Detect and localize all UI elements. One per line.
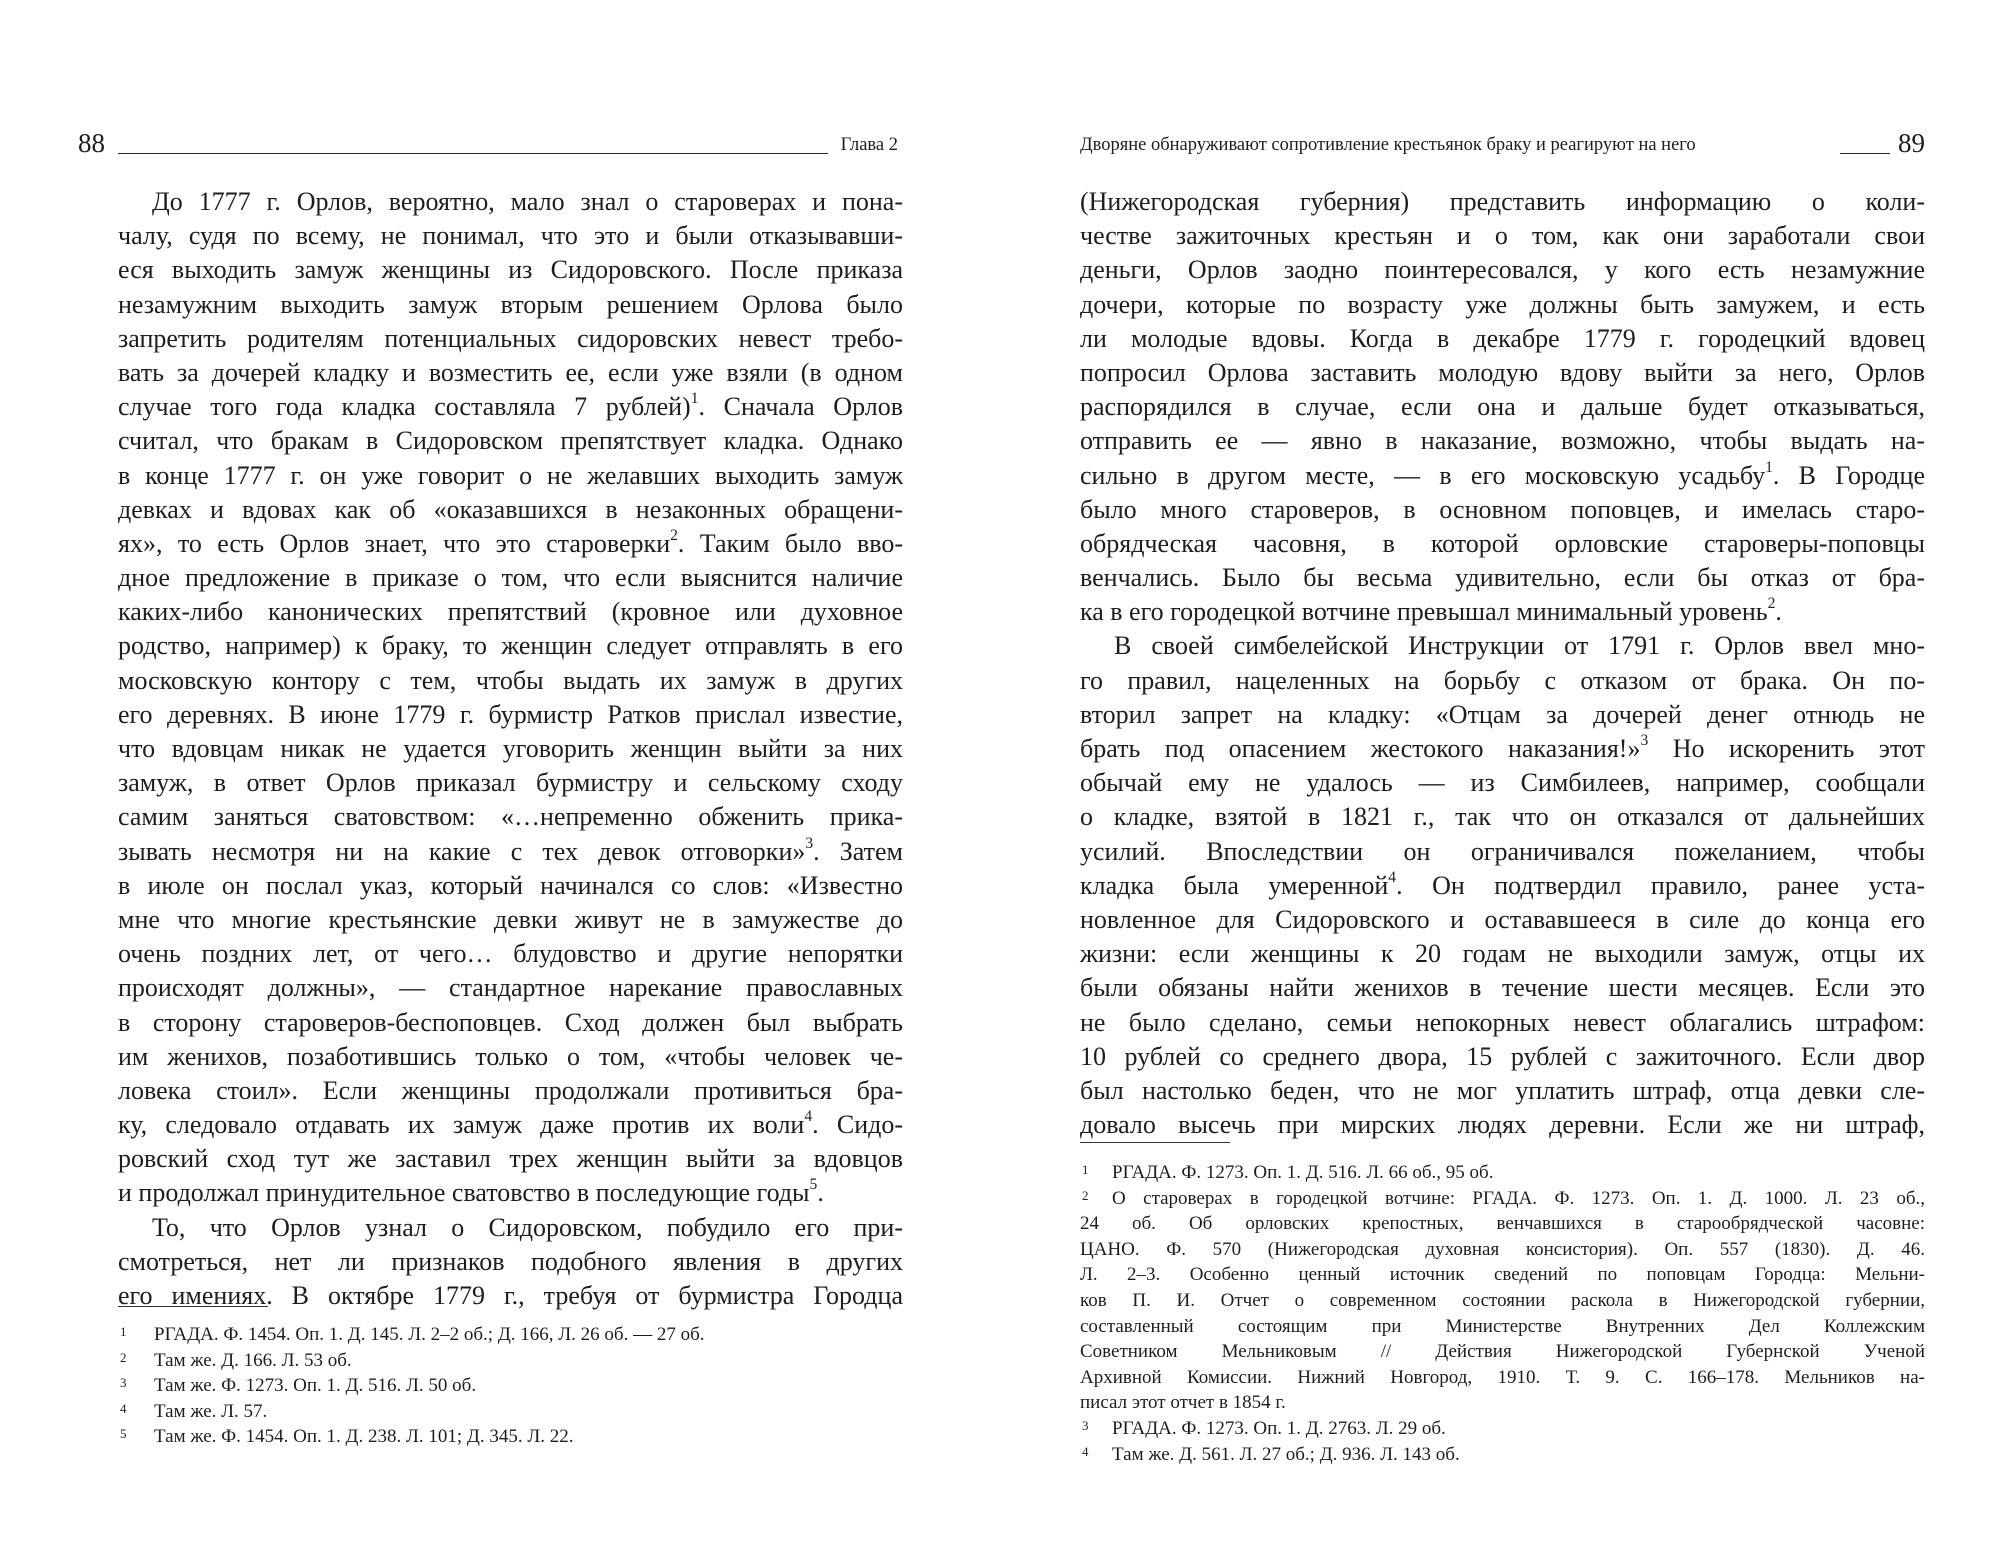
- footnote-text: писал этот отчет в 1854 г.: [1080, 1392, 1286, 1414]
- line-text: очень поздних лет, от чего… блудовство и другие непорятки: [118, 939, 903, 969]
- line-text: ку, следовало отдавать их замуж даже против их воли: [118, 1110, 805, 1140]
- left-body-line: [118, 664, 903, 698]
- line-text: .: [1775, 597, 1782, 627]
- line-text: . Сначала Орлов: [698, 392, 903, 422]
- line-text: . В Городце: [1772, 460, 1925, 490]
- footnote-text: Там же. Л. 57.: [154, 1400, 268, 1422]
- footnote-text: Там же. Ф. 1273. Оп. 1. Д. 516. Л. 50 об.: [154, 1375, 477, 1397]
- line-text: девках и вдовах как об «оказавшихся в незаконных обращени-: [118, 494, 903, 524]
- left-body-line: [118, 1279, 903, 1313]
- left-body-line: [118, 493, 903, 527]
- line-text: его имениях. В октябре 1779 г., требуя от бурмистра Городца: [118, 1281, 903, 1310]
- line-text: ях», то есть Орлов знает, что это староверки: [118, 528, 671, 558]
- line-text: мне что многие крестьянские девки живут не в замужестве до: [118, 904, 903, 934]
- right-body-line: [1080, 869, 1925, 903]
- right-body-line: [1080, 1006, 1925, 1040]
- left-body-line: [118, 800, 903, 834]
- left-body-line: [118, 1142, 903, 1176]
- line-text: о кладке, взятой в 1821 г., так что он отказался от дальнейших: [1080, 802, 1925, 832]
- right-body-line: [1080, 219, 1925, 253]
- line-text: деньги, Орлов заодно поинтересовался, у кого есть незамужние: [1080, 255, 1925, 285]
- left-body-line: [118, 322, 903, 356]
- footnote-ref[interactable]: 1: [1765, 458, 1773, 476]
- footnote-text: Там же. Д. 561. Л. 27 об.; Д. 936. Л. 143 об.: [1112, 1443, 1460, 1465]
- left-body-line: [118, 869, 903, 903]
- footnote-line: [1080, 1314, 1925, 1340]
- line-text: го правил, нацеленных на борьбу с отказом от брака. Он по-: [1080, 665, 1925, 695]
- left-body-line: [118, 1006, 903, 1040]
- footnote-ref[interactable]: 2: [670, 526, 678, 544]
- line-text: случае того года кладка составляла 7 рублей): [118, 392, 691, 422]
- line-text: родство, например) к браку, то женщин следует отправлять в его: [118, 631, 903, 661]
- right-body-line: [1080, 459, 1925, 493]
- left-body-line: [118, 1176, 903, 1210]
- right-body-line: [1080, 288, 1925, 322]
- footnote: [118, 1348, 903, 1374]
- footnote-number: 3: [120, 1375, 127, 1391]
- left-body-line: [118, 356, 903, 390]
- right-body-line: [1080, 766, 1925, 800]
- right-footnote-rule: [1080, 1142, 1230, 1143]
- line-text: венчались. Было бы весьма удивительно, если бы отказ от бра-: [1080, 563, 1925, 593]
- footnote-text: Л. 2–3. Особенно ценный источник сведений по поповцам Городца: Мельни-: [1080, 1264, 1925, 1286]
- right-body-line: [1080, 664, 1925, 698]
- line-text: что вдовцам никак не удается уговорить женщин выйти за них: [118, 734, 903, 763]
- line-text: ли молодые вдовы. Когда в декабре 1779 г. городецкий вдовец: [1080, 323, 1925, 353]
- line-text: новленное для Сидоровского и остававшееся в силе до конца его: [1080, 904, 1925, 934]
- footnote-line: [1080, 1186, 1925, 1212]
- right-page-header: [1080, 126, 1925, 166]
- line-text: сильно в другом месте, — в его московскую усадьбу: [1080, 460, 1766, 490]
- footnote-number: 1: [120, 1324, 127, 1339]
- left-running-head: Глава 2: [840, 135, 898, 155]
- footnote-number: 4: [1082, 1443, 1089, 1459]
- left-body-line: [118, 1074, 903, 1108]
- left-body-line: [118, 219, 903, 253]
- footnote-text: Архивной Комиссии. Нижний Новгород, 1910. Т. 9. С. 166–178. Мельников на-: [1080, 1366, 1925, 1388]
- right-body-line: [1080, 561, 1925, 595]
- right-body-line: [1080, 527, 1925, 561]
- left-footnotes: [118, 1322, 903, 1450]
- footnote-text: 24 об. Об орловских крепостных, венчавшихся в старообрядческой часовне:: [1080, 1213, 1925, 1235]
- footnote-line: [1080, 1262, 1925, 1288]
- footnote: [118, 1322, 903, 1348]
- footnote-ref[interactable]: 5: [809, 1176, 818, 1194]
- left-body-line: [118, 937, 903, 971]
- line-text: Но искоренить этот: [1648, 734, 1925, 763]
- left-body-line: [118, 595, 903, 629]
- footnote-number: 2: [1082, 1187, 1089, 1203]
- left-body-line: [118, 766, 903, 800]
- line-text: еся выходить замуж женщины из Сидоровского. После приказа: [118, 255, 903, 285]
- left-body-line: [118, 903, 903, 937]
- left-body-line: [118, 561, 903, 595]
- line-text: ловека стоил». Если женщины продолжали противиться бра-: [118, 1075, 903, 1105]
- right-body-line: [1080, 937, 1925, 971]
- line-text: вать за дочерей кладку и возместить ее, если уже взяли (в одном: [118, 357, 903, 387]
- line-text: незамужним выходить замуж вторым решением Орлова было: [118, 289, 903, 319]
- line-text: его деревнях. В июне 1779 г. бурмистр Ратков прислал известие,: [118, 699, 903, 729]
- footnote-ref[interactable]: 2: [1767, 595, 1776, 613]
- footnote-number: 5: [120, 1426, 127, 1442]
- footnote-text: ЦАНО. Ф. 570 (Нижегородская духовная консистория). Оп. 557 (1830). Д. 46.: [1080, 1238, 1925, 1260]
- line-text: не было сделано, семьи непокорных невест облагались штрафом:: [1080, 1007, 1925, 1037]
- line-text: были обязаны найти женихов в течение шести месяцев. Если это: [1080, 973, 1925, 1003]
- line-text: происходят должны», — стандартное нарекание православных: [118, 973, 903, 1003]
- left-body-line: [118, 1245, 903, 1279]
- right-body-line: [1080, 1074, 1925, 1108]
- footnote-ref[interactable]: 1: [690, 390, 699, 408]
- right-page-number: 89: [1898, 128, 1925, 158]
- line-text: ка в его городецкой вотчине превышал минимальный уровень: [1080, 597, 1768, 627]
- left-body-line: [118, 424, 903, 458]
- line-text: в конце 1777 г. он уже говорит о не желавших выходить замуж: [118, 460, 903, 490]
- right-page-body: [1080, 185, 1925, 1142]
- footnote: [118, 1399, 903, 1425]
- footnote-number: 2: [120, 1349, 127, 1365]
- line-text: вторил запрет на кладку: «Отцам за дочерей денег отнюдь не: [1080, 699, 1925, 729]
- right-body-line: [1080, 356, 1925, 390]
- line-text: ровский сход тут же заставил трех женщин выйти за вдовцов: [118, 1144, 903, 1174]
- line-text: чалу, судя по всему, не понимал, что это и были отказывавши-: [118, 221, 903, 251]
- line-text: усилий. Впоследствии он ограничивался пожеланием, чтобы: [1080, 836, 1925, 866]
- line-text: самим заняться сватовством: «…непременно обженить прика-: [118, 802, 903, 832]
- line-text: обычай ему не удалось — из Симбилеев, например, сообщали: [1080, 768, 1925, 798]
- line-text: им женихов, позаботившись только о том, «чтобы человек че-: [118, 1041, 903, 1071]
- left-body-line: [118, 629, 903, 663]
- right-body-line: [1080, 835, 1925, 869]
- right-body-line: [1080, 698, 1925, 732]
- right-body-line: [1080, 903, 1925, 937]
- footnote-number: 4: [120, 1400, 127, 1416]
- footnote-ref[interactable]: 3: [1640, 732, 1649, 750]
- footnote-line: [1080, 1211, 1925, 1237]
- line-text: . Таким было вво-: [677, 528, 903, 558]
- footnote-line: [1080, 1365, 1925, 1391]
- line-text: запретить родителям потенциальных сидоровских невест требо-: [118, 323, 903, 353]
- line-text: кладка была умеренной: [1080, 870, 1389, 900]
- footnote-line: [1080, 1237, 1925, 1263]
- left-page-body: [118, 185, 903, 1313]
- right-body-line: [1080, 424, 1925, 458]
- right-body-line: [1080, 185, 1925, 219]
- line-text: . Он подтвердил правило, ранее уста-: [1396, 870, 1925, 900]
- footnote-text: О староверах в городецкой вотчине: РГАДА. Ф. 1273. Оп. 1. Д. 1000. Л. 23 об.,: [1112, 1187, 1925, 1209]
- line-text: дочери, которые по возрасту уже должны быть замужем, и есть: [1080, 289, 1925, 319]
- footnote-text: РГАДА. Ф. 1273. Оп. 1. Д. 2763. Л. 29 об.: [1112, 1417, 1446, 1439]
- footnote-number: 1: [1082, 1162, 1089, 1177]
- footnote-line: [1080, 1288, 1925, 1314]
- line-text: То, что Орлов узнал о Сидоровском, побудило его при-: [152, 1212, 903, 1242]
- line-text: 10 рублей со среднего двора, 15 рублей с зажиточного. Если двор: [1080, 1041, 1925, 1071]
- line-text: (Нижегородская губерния) представить информацию о коли-: [1080, 187, 1925, 216]
- line-text: попросил Орлова заставить молодую вдову выйти за него, Орлов: [1080, 357, 1925, 387]
- left-page-header: [78, 126, 898, 166]
- line-text: дное предложение в приказе о том, что если выяснится наличие: [118, 563, 903, 593]
- left-body-line: [118, 527, 903, 561]
- footnote-text: Советником Мельниковым // Действия Нижегородской Губернской Ученой: [1080, 1341, 1925, 1363]
- left-body-line: [118, 288, 903, 322]
- footnote-line: [1080, 1416, 1925, 1442]
- left-body-line: [118, 390, 903, 424]
- left-footnote-rule: [118, 1306, 268, 1307]
- line-text: считал, что бракам в Сидоровском препятствует кладка. Однако: [118, 426, 903, 456]
- line-text: отправить ее — явно в наказание, возможно, чтобы выдать на-: [1080, 426, 1925, 456]
- left-body-line: [118, 459, 903, 493]
- right-header-rule: [1840, 153, 1890, 154]
- line-text: довало высечь при мирских людях деревни. Если же ни штраф,: [1080, 1110, 1925, 1140]
- right-body-line: [1080, 322, 1925, 356]
- right-body-line: [1080, 253, 1925, 287]
- footnote-text: Там же. Ф. 1454. Оп. 1. Д. 238. Л. 101; Д. 345. Л. 22.: [154, 1426, 574, 1448]
- line-text: брать под опасением жестокого наказания!»: [1080, 734, 1641, 763]
- line-text: В своей симбелейской Инструкции от 1791 г. Орлов ввел мно-: [1114, 631, 1925, 661]
- footnote-ref[interactable]: 3: [805, 834, 814, 852]
- line-text: каких-либо канонических препятствий (кровное или духовное: [118, 597, 903, 627]
- line-text: и продолжал принудительное сватовство в последующие годы: [118, 1178, 810, 1208]
- left-body-line: [118, 835, 903, 869]
- footnote-text: Там же. Д. 166. Л. 53 об.: [154, 1349, 352, 1371]
- line-text: .: [817, 1178, 824, 1208]
- footnote-text: ков П. И. Отчет о современном состоянии раскола в Нижегородской губернии,: [1080, 1289, 1925, 1311]
- right-body-line: [1080, 390, 1925, 424]
- footnote-text: РГАДА. Ф. 1273. Оп. 1. Д. 516. Л. 66 об., 95 об.: [1112, 1162, 1494, 1183]
- left-header-rule: [118, 153, 828, 154]
- right-body-line: [1080, 629, 1925, 663]
- line-text: замуж, в ответ Орлов приказал бурмистру и сельскому сходу: [118, 768, 903, 798]
- right-body-line: [1080, 493, 1925, 527]
- footnote: [118, 1424, 903, 1450]
- right-body-line: [1080, 800, 1925, 834]
- footnote-line: [1080, 1390, 1925, 1416]
- line-text: в сторону староверов-беспоповцев. Сход должен был выбрать: [118, 1007, 903, 1037]
- line-text: . Затем: [813, 836, 904, 866]
- right-body-line: [1080, 1108, 1925, 1142]
- right-body-line: [1080, 595, 1925, 629]
- line-text: жизни: если женщины к 20 годам не выходили замуж, отцы их: [1080, 939, 1925, 969]
- right-page: [1000, 0, 2000, 1559]
- left-body-line: [118, 185, 903, 219]
- right-footnotes: [1080, 1160, 1925, 1467]
- left-body-line: [118, 732, 903, 766]
- right-running-head: Дворяне обнаруживают сопротивление крестьянок браку и реагируют на него: [1080, 135, 1696, 155]
- left-body-line: [118, 698, 903, 732]
- left-body-line: [118, 1211, 903, 1245]
- line-text: смотреться, нет ли признаков подобного явления в других: [118, 1246, 903, 1276]
- footnote-ref[interactable]: 4: [804, 1108, 813, 1126]
- right-body-line: [1080, 971, 1925, 1005]
- line-text: обрядческая часовня, в которой орловские староверы-поповцы: [1080, 528, 1925, 558]
- line-text: в июле он послал указ, который начинался со слов: «Известно: [118, 870, 903, 900]
- left-body-line: [118, 971, 903, 1005]
- line-text: московскую контору с тем, чтобы выдать их замуж в других: [118, 665, 903, 695]
- footnote-ref[interactable]: 4: [1388, 868, 1397, 886]
- footnote-text: РГАДА. Ф. 1454. Оп. 1. Д. 145. Л. 2–2 об.; Д. 166, Л. 26 об. — 27 об.: [154, 1324, 705, 1345]
- footnote-text: составленный состоящим при Министерстве Внутренних Дел Коллежским: [1080, 1315, 1925, 1337]
- line-text: . Сидо-: [812, 1110, 903, 1140]
- left-body-line: [118, 1040, 903, 1074]
- line-text: зывать несмотря ни на какие с тех девок отговорки»: [118, 836, 806, 866]
- footnote-line: [1080, 1339, 1925, 1365]
- right-body-line: [1080, 732, 1925, 766]
- footnote-number: 3: [1082, 1417, 1089, 1433]
- line-text: распорядился в случае, если она и дальше будет отказываться,: [1080, 392, 1925, 422]
- footnote-line: [1080, 1160, 1925, 1186]
- line-text: был настолько беден, что не мог уплатить штраф, отца девки сле-: [1080, 1075, 1925, 1105]
- footnote: [118, 1373, 903, 1399]
- footnote-line: [1080, 1442, 1925, 1468]
- left-page-number: 88: [78, 128, 105, 158]
- line-text: До 1777 г. Орлов, вероятно, мало знал о староверах и пона-: [152, 187, 903, 216]
- line-text: было много староверов, в основном поповцев, и имелась старо-: [1080, 494, 1925, 524]
- left-body-line: [118, 1108, 903, 1142]
- left-body-line: [118, 253, 903, 287]
- right-body-line: [1080, 1040, 1925, 1074]
- line-text: честве зажиточных крестьян и о том, как они заработали свои: [1080, 221, 1925, 251]
